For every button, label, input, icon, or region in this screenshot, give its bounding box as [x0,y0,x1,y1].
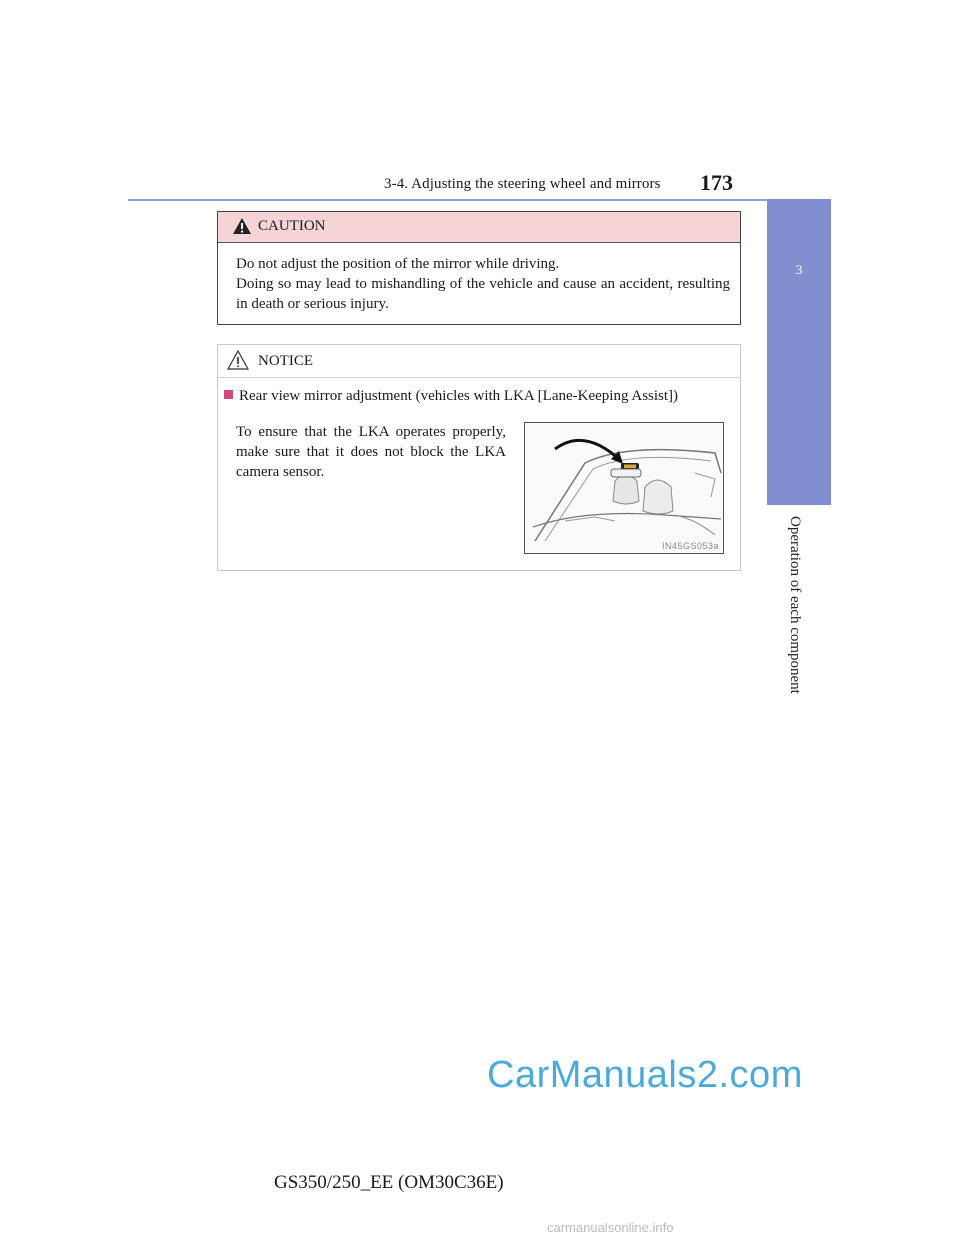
notice-text: To ensure that the LKA operates properly, make sure that it does not block the LKA camera sensor. [236,424,506,480]
notice-box [217,344,741,571]
page-number: 173 [700,170,733,195]
bullet-square-icon [224,390,233,399]
chapter-number: 3 [795,262,803,277]
chapter-title: Operation of each component [787,516,803,694]
caution-body [236,254,730,314]
section-title: 3-4. Adjusting the steering wheel and mirrors [384,176,661,192]
caution-line: Doing so may lead to mishandling of the vehicle and cause an accident, resulting in death or serious injury. [236,276,730,312]
notice-subheading-text: Rear view mirror adjustment (vehicles with LKA [Lane-Keeping Assist]) [239,388,679,404]
figure-code: IN45GS053a [661,541,719,551]
model-footer: GS350/250_EE (OM30C36E) [274,1172,504,1193]
caution-box [217,211,741,325]
chapter-tab [767,199,831,505]
notice-header [218,345,740,378]
site-footer: carmanualsonline.info [547,1220,674,1235]
caution-line: Do not adjust the position of the mirror while driving. [236,256,560,272]
camera-sensor-illustration [524,422,724,554]
watermark-logo: CarManuals2.com [487,1054,803,1096]
warning-triangle-outline-icon [226,349,250,376]
notice-label: NOTICE [258,353,313,369]
caution-header [218,212,740,243]
notice-subheading [224,388,678,405]
caution-label: CAUTION [258,218,326,234]
header-divider [128,199,831,201]
warning-triangle-icon [232,217,252,240]
